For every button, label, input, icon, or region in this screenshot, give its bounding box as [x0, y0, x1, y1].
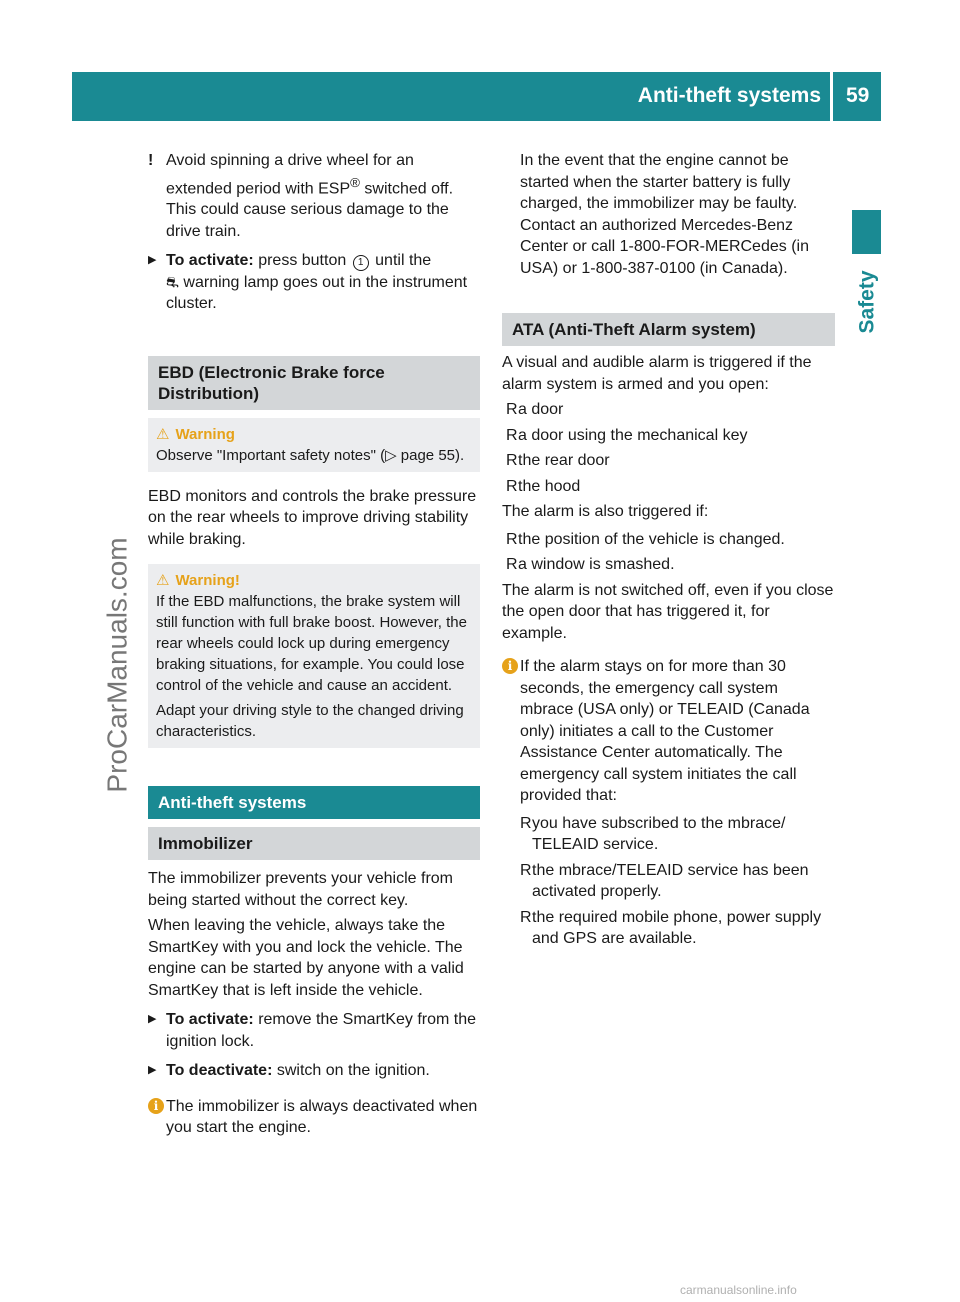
alarm-info: i If the alarm stays on for more than 30 seconds, the emergency call system mbrace (USA only) or TELEAID (Canada only) initiates a call to the Customer Assistance Center automatically. The emergency call system initiates the call provided that: R you have subscribed to the mbrace/ TELEAID service. R the mbrace/TELEAID service has been activated properly. R the required mobile phone, power supply and GPS are available.	[502, 656, 835, 950]
esp-activate-step: ▶ To activate: press button 1 until the ⛐ warning lamp goes out in the instrument cluster.	[148, 252, 468, 313]
chapter-label: Safety	[855, 270, 879, 334]
list-item: R a door	[506, 401, 564, 418]
page-number: 59	[846, 84, 870, 107]
header-bar	[72, 72, 881, 121]
not-switched-off-text: The alarm is not switched off, even if you close the open door that has triggered it, for example.	[502, 581, 834, 642]
left-column	[148, 150, 480, 1139]
ata-intro: A visual and audible alarm is triggered if the alarm system is armed and you open:	[502, 354, 812, 393]
also-list	[502, 529, 835, 576]
list-item: R the mbrace/TELEAID service has been activated properly.	[520, 861, 809, 900]
list-item: R a window is smashed.	[506, 556, 675, 573]
info-icon: i	[148, 1098, 164, 1114]
list-item: R the position of the vehicle is changed.	[506, 530, 785, 548]
ebd-heading: EBD (Electronic Brake force Distribution)	[148, 356, 480, 410]
ata-heading: ATA (Anti-Theft Alarm system)	[502, 313, 835, 346]
exclamation-icon: !	[148, 152, 154, 169]
footer-url: carmanualsonline.info	[680, 1283, 797, 1297]
chapter-tab	[852, 210, 881, 254]
list-item: R the rear door	[506, 452, 610, 469]
list-item: R the hood	[506, 477, 581, 495]
list-item: R a door using the mechanical key	[506, 426, 748, 444]
esp-off-warning-icon: ⛐	[166, 272, 179, 291]
ebd-body: EBD monitors and controls the brake pressure on the rear wheels to improve driving stability while braking.	[148, 487, 477, 548]
immobilizer-p2: When leaving the vehicle, always take the SmartKey with you and lock the vehicle. The engine can be started by anyone with a valid SmartKey that is left inside the vehicle.	[148, 917, 464, 999]
step-arrow-icon: ▶	[148, 1013, 157, 1026]
warning-box-1: ⚠ Warning Observe "Important safety notes" (▷ page 55).	[148, 418, 480, 472]
immobilizer-activate-step: ▶ To activate: remove the SmartKey from the ignition lock.	[148, 1011, 477, 1050]
immobilizer-heading: Immobilizer	[148, 827, 480, 860]
immobilizer-p1: The immobilizer prevents your vehicle from being started without the correct key.	[148, 870, 453, 909]
open-list	[502, 399, 835, 497]
immobilizer-deactivate-step: ▶ To deactivate: switch on the ignition.	[148, 1060, 480, 1082]
list-item: R the required mobile phone, power supply and GPS are available.	[520, 908, 822, 947]
immobilizer-fault-text: In the event that the engine cannot be started when the starter battery is fully charged, the immobilizer may be faulty. Contact an authorized Mercedes-Benz Center or call 1-800-FOR-MERCedes (in USA) or 1-800-387-0100 (in Canada).	[520, 152, 809, 277]
warning-triangle-icon: ⚠	[156, 425, 170, 443]
right-column	[502, 150, 835, 954]
button-number: 1	[353, 255, 369, 271]
list-item: R you have subscribed to the mbrace/ TELEAID service.	[520, 814, 786, 853]
also-triggered-text: The alarm is also triggered if:	[502, 503, 709, 520]
step-arrow-icon: ▶	[148, 1064, 157, 1077]
header-divider	[830, 72, 833, 121]
info-icon: i	[502, 658, 518, 674]
warning-triangle-icon: ⚠	[156, 572, 170, 590]
watermark: ProCarManuals.com	[101, 537, 133, 793]
info-list	[520, 813, 835, 950]
warning-box-2: ⚠ Warning! If the EBD malfunctions, the brake system will still function with full brake boost. However, the rear wheels could lock up during emergency braking situations, for example. You could lose control of the vehicle and cause an accident. Adapt your driving style to the changed driving characteristics.	[148, 564, 480, 748]
page-title: Anti-theft systems	[637, 84, 821, 107]
caution-note: ! Avoid spinning a drive wheel for an extended period with ESP® switched off. This could cause serious damage to the drive train.	[148, 152, 454, 240]
step-arrow-icon: ▶	[148, 254, 157, 267]
immobilizer-info: i The immobilizer is always deactivated when you start the engine.	[148, 1096, 480, 1139]
anti-theft-heading: Anti-theft systems	[148, 786, 480, 819]
